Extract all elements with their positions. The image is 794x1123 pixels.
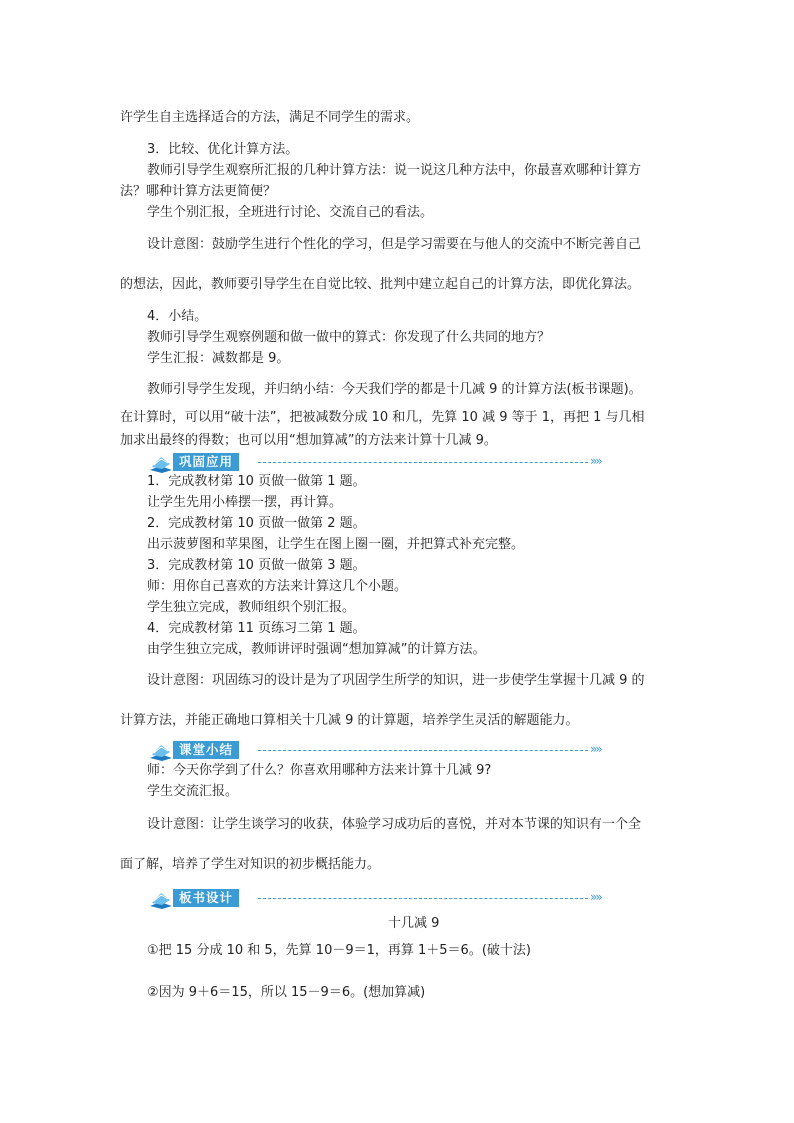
text-line: 1．完成教材第 10 页做一做第 1 题。	[147, 474, 366, 489]
section-title: 巩固应用	[173, 453, 239, 471]
dashed-divider	[258, 898, 588, 899]
text-line: 让学生先用小棒摆一摆，再计算。	[147, 495, 343, 510]
section-title: 课堂小结	[173, 741, 239, 759]
text-line: 3．完成教材第 10 页做一做第 3 题。	[147, 558, 366, 573]
text-line: 法？哪种计算方法更简便？	[120, 184, 277, 199]
design-intent: 设计意图：鼓励学生进行个性化的学习，但是学习需要在与他人的交流中不断完善自己	[147, 237, 642, 252]
book-icon	[148, 452, 174, 474]
text-line: 学生独立完成，教师组织个别汇报。	[147, 600, 356, 615]
board-line: ①把 15 分成 10 和 5，先算 10－9＝1，再算 1＋5＝6。(破十法)	[147, 943, 531, 958]
text-line: 师：今天你学到了什么？你喜欢用哪种方法来计算十几减 9?	[147, 763, 492, 778]
board-title: 十几减 9	[388, 916, 440, 931]
text-line: 教师引导学生观察例题和做一做中的算式：你发现了什么共同的地方？	[147, 330, 551, 345]
text-line: 教师引导学生发现，并归纳小结：今天我们学的都是十几减 9 的计算方法(板书课题)。	[147, 382, 642, 397]
text-line: 加求出最终的得数；也可以用“想加算减”的方法来计算十几减 9。	[120, 433, 497, 448]
section-header-consolidate	[148, 452, 608, 474]
double-arrow-icon: »»	[590, 742, 601, 756]
text-line: 出示菠萝图和苹果图，让学生在图上圈一圈，并把算式补充完整。	[147, 537, 525, 552]
section-header-summary	[148, 740, 608, 762]
dashed-divider	[258, 462, 588, 463]
design-intent: 设计意图：让学生谈学习的收获，体验学习成功后的喜悦，并对本节课的知识有一个全	[147, 817, 642, 832]
dashed-divider	[258, 750, 588, 751]
double-arrow-icon: »»	[590, 890, 601, 904]
text-line: 由学生独立完成，教师讲评时强调“想加算减”的计算方法。	[147, 642, 486, 657]
text-line: 4．完成教材第 11 页练习二第 1 题。	[147, 621, 366, 636]
text-line: 学生汇报：减数都是 9。	[147, 351, 290, 366]
book-icon	[148, 740, 174, 762]
text-line: 学生个别汇报，全班进行讨论、交流自己的看法。	[147, 205, 434, 220]
board-line: ②因为 9＋6＝15，所以 15－9＝6。(想加算减)	[147, 985, 426, 1000]
double-arrow-icon: »»	[590, 454, 601, 468]
text-line: 教师引导学生观察所汇报的几种计算方法：说一说这几种方法中，你最喜欢哪种计算方	[147, 163, 642, 178]
section-header-board	[148, 888, 608, 910]
design-intent: 的想法，因此，教师要引导学生在自觉比较、批判中建立起自己的计算方法，即优化算法。	[120, 277, 641, 292]
design-intent: 设计意图：巩固练习的设计是为了巩固学生所学的知识，进一步使学生掌握十几减 9 的	[147, 673, 645, 688]
text-line: 3．比较、优化计算方法。	[147, 142, 299, 157]
section-title: 板书设计	[173, 889, 239, 907]
design-intent: 面了解，培养了学生对知识的初步概括能力。	[120, 857, 381, 872]
text-line: 师：用你自己喜欢的方法来计算这几个小题。	[147, 579, 408, 594]
text-line: 2．完成教材第 10 页做一做第 2 题。	[147, 516, 366, 531]
text-line: 4．小结。	[147, 309, 208, 324]
design-intent: 计算方法，并能正确地口算相关十几减 9 的计算题，培养学生灵活的解题能力。	[120, 713, 579, 728]
book-icon	[148, 888, 174, 910]
text-line: 学生交流汇报。	[147, 784, 239, 799]
text-line: 许学生自主选择适合的方法，满足不同学生的需求。	[120, 110, 420, 125]
text-line: 在计算时，可以用“破十法”，把被减数分成 10 和几，先算 10 减 9 等于 1，再把 1 与几相	[120, 410, 645, 425]
